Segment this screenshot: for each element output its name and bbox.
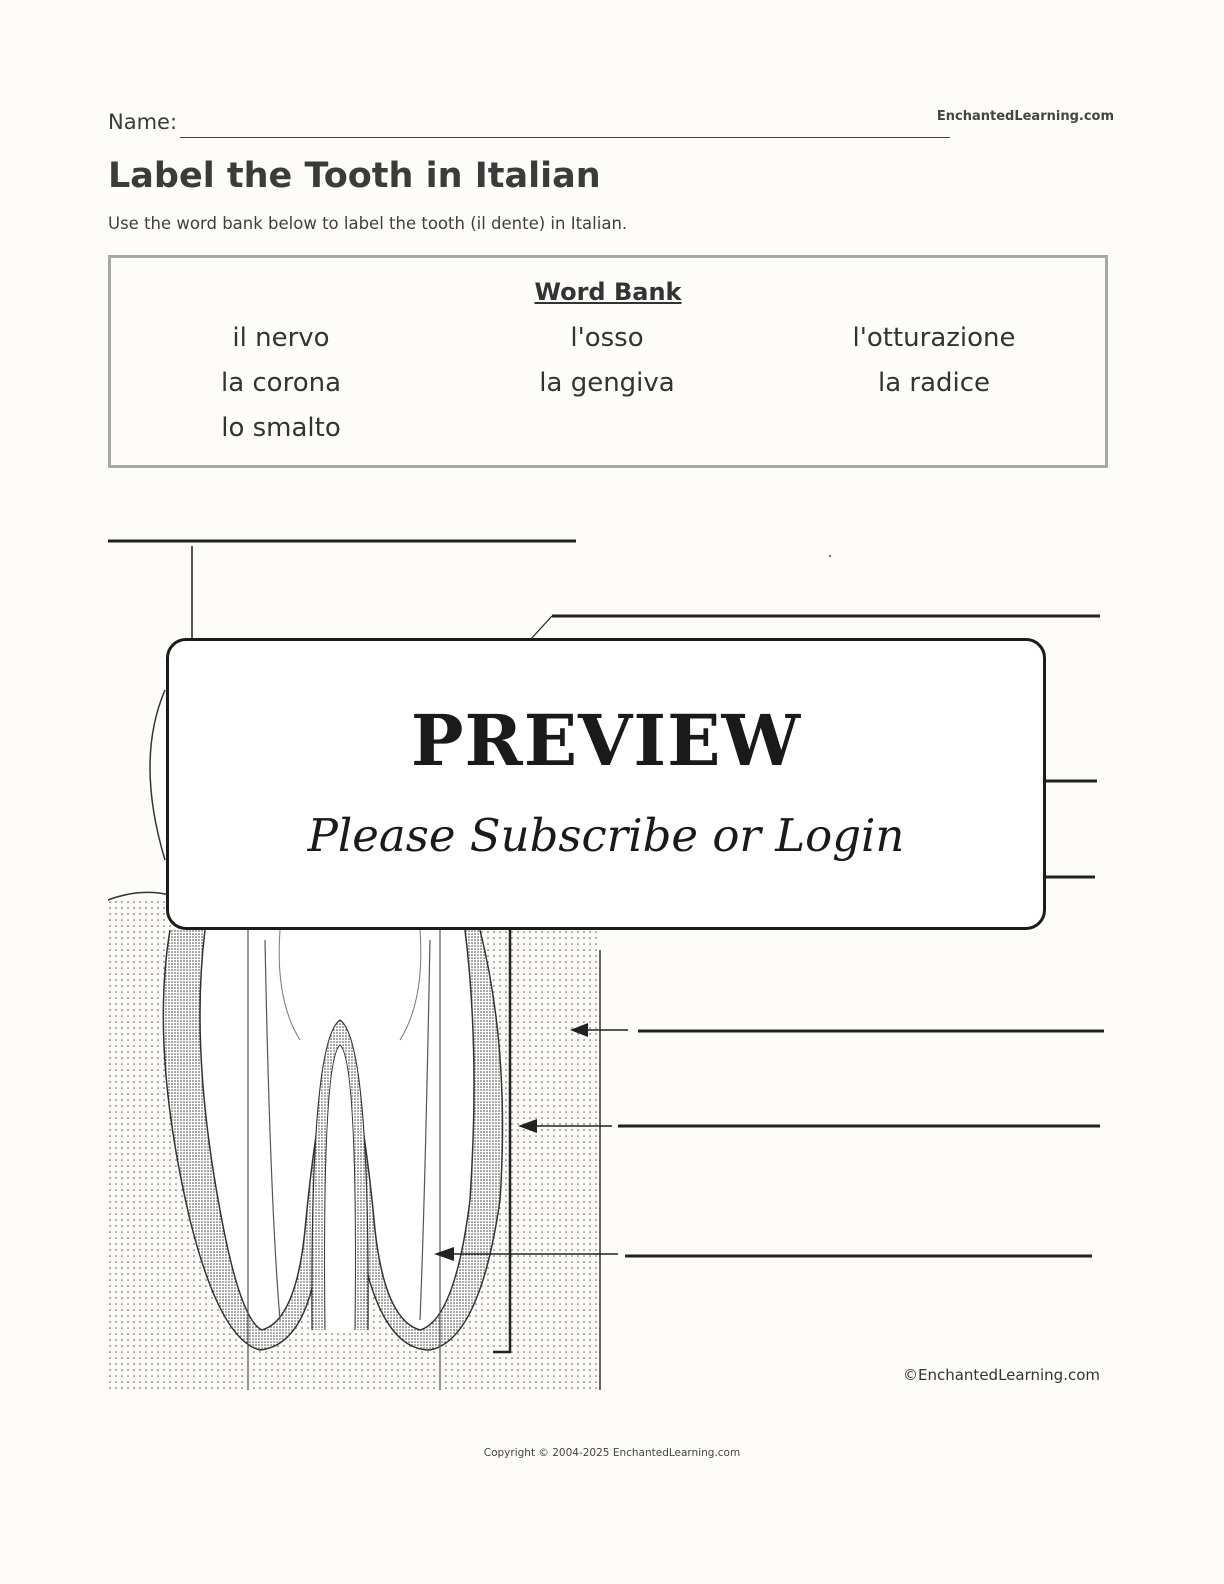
- word-bank-item: l'osso: [570, 323, 644, 353]
- instructions: Use the word bank below to label the tooth (il dente) in Italian.: [108, 214, 628, 233]
- image-copyright: ©EnchantedLearning.com: [903, 1366, 1100, 1384]
- name-label: Name:: [108, 110, 178, 134]
- page-title: Label the Tooth in Italian: [108, 156, 601, 196]
- word-bank-item: l'otturazione: [852, 323, 1016, 353]
- preview-title: PREVIEW: [410, 699, 802, 782]
- site-logo[interactable]: EnchantedLearning.com: [936, 109, 1114, 124]
- word-bank-title: Word Bank: [534, 278, 682, 306]
- preview-overlay[interactable]: [166, 638, 1046, 930]
- footer-copyright: Copyright © 2004-2025 EnchantedLearning.com: [483, 1447, 741, 1459]
- word-bank-item: la radice: [877, 368, 991, 398]
- word-bank: [108, 255, 1108, 468]
- name-answer-line[interactable]: [180, 137, 950, 138]
- word-bank-item: il nervo: [232, 323, 330, 353]
- gum-edge: [108, 892, 170, 900]
- crown-outline: [150, 690, 165, 860]
- subscribe-login-prompt[interactable]: Please Subscribe or Login: [307, 809, 905, 862]
- word-bank-item: la gengiva: [539, 368, 675, 398]
- word-bank-item: la corona: [220, 368, 342, 398]
- word-bank-item: lo smalto: [221, 413, 341, 443]
